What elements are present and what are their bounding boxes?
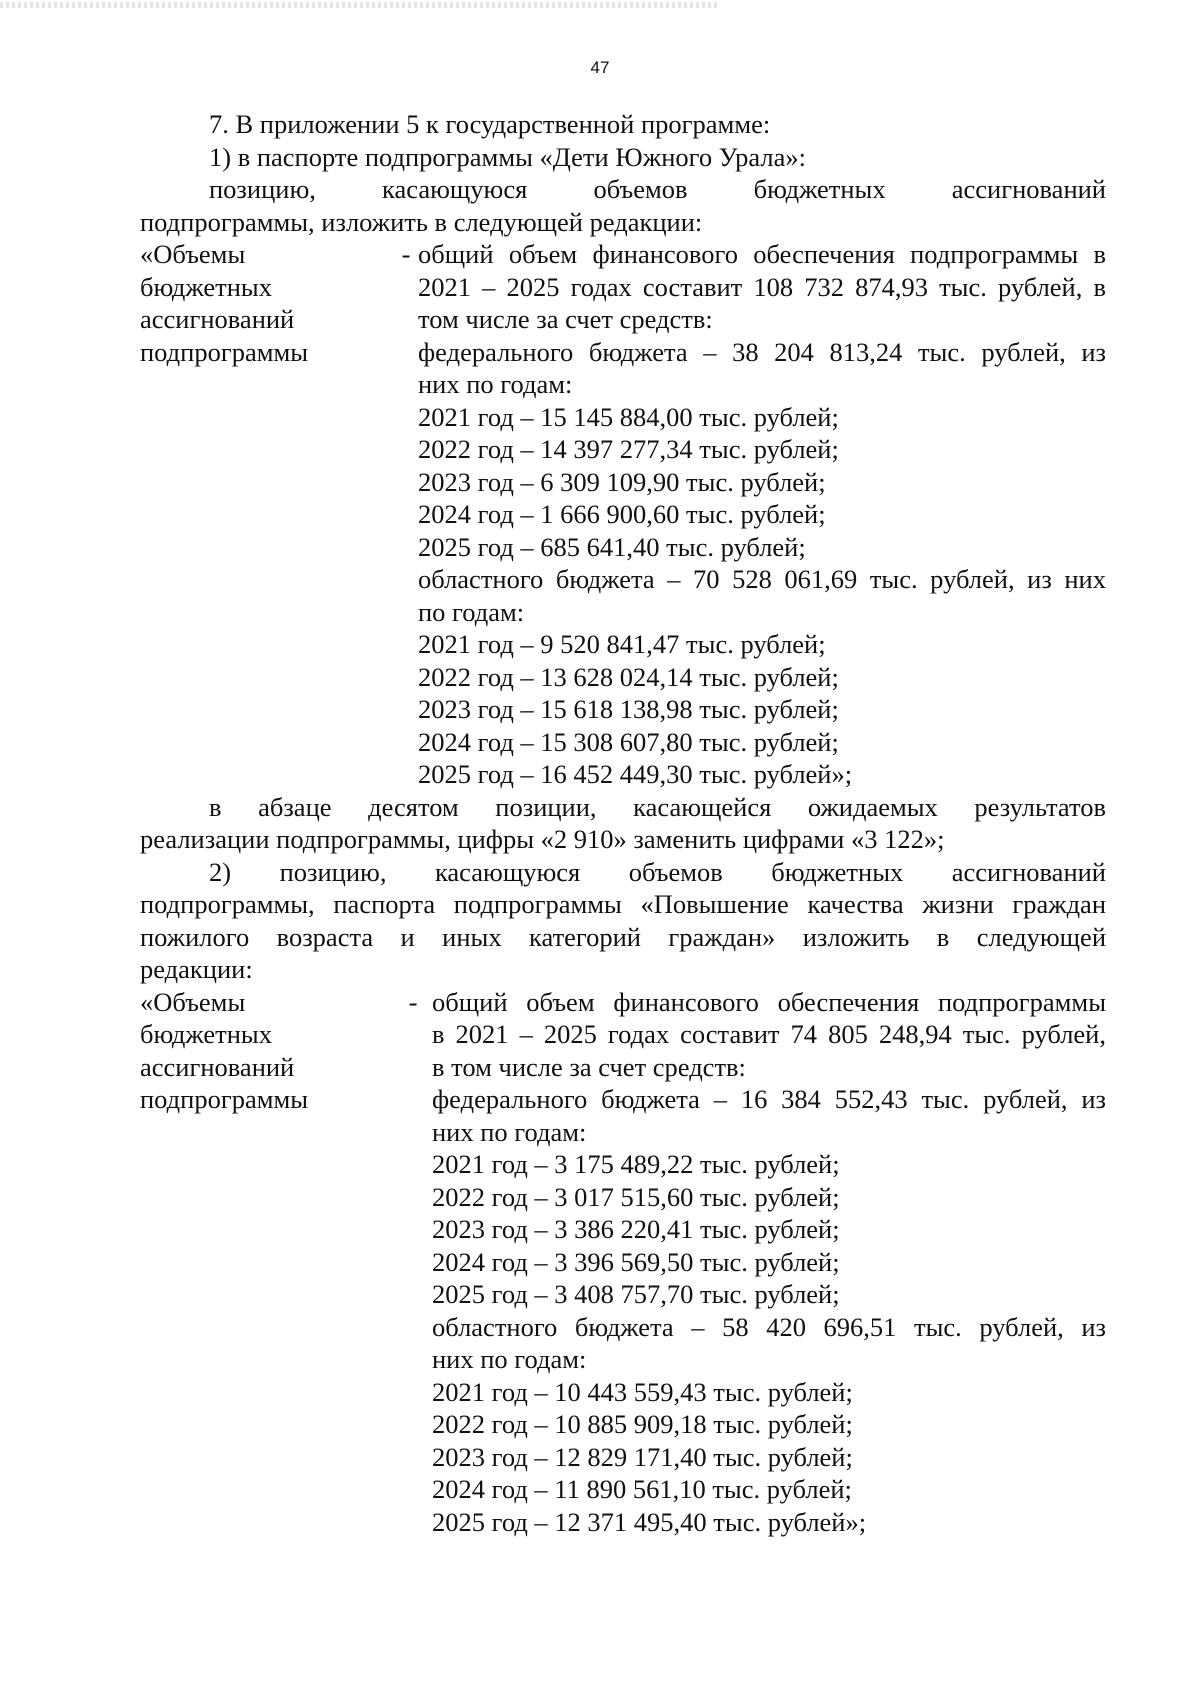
- label-line: «Объемы: [140, 986, 246, 1017]
- label-line: «Объемы: [140, 239, 246, 269]
- para-tenth-line1: в абзаце десятом позиции, касающейся ожидаемых результатов: [209, 791, 1106, 822]
- federal-year: 2024 год – 1 666 900,60 тыс. рублей;: [418, 499, 826, 529]
- federal-year: 2021 год – 15 145 884,00 тыс. рублей;: [418, 401, 839, 432]
- federal-line: федерального бюджета – 38 204 813,24 тыс. рублей, из: [418, 336, 1106, 367]
- federal-year: 2025 год – 685 641,40 тыс. рублей;: [418, 531, 806, 562]
- label-line: ассигнований: [140, 1051, 295, 1082]
- federal-line: них по годам:: [432, 1116, 587, 1147]
- section-heading: 7. В приложении 5 к государственной программе:: [209, 109, 771, 139]
- regional-year: 2025 год – 12 371 495,40 тыс. рублей»;: [432, 1506, 867, 1537]
- label-line: подпрограммы: [140, 1084, 309, 1114]
- label-line: бюджетных: [140, 1019, 272, 1049]
- federal-year: 2022 год – 14 397 277,34 тыс. рублей;: [418, 434, 839, 464]
- regional-line: по годам:: [418, 596, 525, 627]
- passport-dash: -: [401, 239, 411, 269]
- item1-text-line1: позицию, касающуюся объемов бюджетных ассигнований: [209, 174, 1106, 204]
- passport-block-1: [140, 238, 1106, 791]
- label-line: бюджетных: [140, 271, 272, 302]
- regional-year: 2025 год – 16 452 449,30 тыс. рублей»;: [418, 759, 853, 789]
- federal-line: них по годам:: [418, 369, 573, 399]
- total-line: общий объем финансового обеспечения подпрограммы: [432, 986, 1106, 1017]
- regional-year: 2023 год – 15 618 138,98 тыс. рублей;: [418, 694, 839, 724]
- regional-year: 2024 год – 11 890 561,10 тыс. рублей;: [432, 1474, 852, 1504]
- scan-artifact: [0, 2, 720, 8]
- document-body: [140, 108, 1106, 1538]
- regional-year: 2021 год – 9 520 841,47 тыс. рублей;: [418, 629, 826, 659]
- regional-line: них по годам:: [432, 1344, 587, 1374]
- item2-line: подпрограммы, паспорта подпрограммы «Повышение качества жизни граждан: [140, 889, 1106, 919]
- passport-label: [140, 986, 394, 1539]
- total-line: в 2021 – 2025 годах составит 74 805 248,94 тыс. рублей,: [432, 1019, 1106, 1049]
- total-line: 2021 – 2025 годах составит 108 732 874,93 тыс. рублей, в: [418, 271, 1106, 302]
- regional-year: 2023 год – 12 829 171,40 тыс. рублей;: [432, 1441, 853, 1472]
- regional-year: 2024 год – 15 308 607,80 тыс. рублей;: [418, 726, 839, 757]
- federal-year: 2023 год – 3 386 220,41 тыс. рублей;: [432, 1214, 840, 1244]
- item1-text-line2: подпрограммы, изложить в следующей редакции:: [140, 206, 703, 237]
- total-line: в том числе за счет средств:: [432, 1051, 746, 1082]
- regional-line: областного бюджета – 70 528 061,69 тыс. рублей, из них: [418, 564, 1106, 594]
- federal-year: 2021 год – 3 175 489,22 тыс. рублей;: [432, 1149, 840, 1179]
- federal-year: 2025 год – 3 408 757,70 тыс. рублей;: [432, 1279, 840, 1309]
- total-line: общий объем финансового обеспечения подпрограммы в: [418, 239, 1106, 269]
- passport-block-2: [140, 986, 1106, 1539]
- page-number: 47: [590, 58, 610, 77]
- item1-intro: 1) в паспорте подпрограммы «Дети Южного Урала»:: [209, 141, 806, 172]
- regional-year: 2022 год – 13 628 024,14 тыс. рублей;: [418, 661, 839, 692]
- item2-line: 2) позицию, касающуюся объемов бюджетных ассигнований: [209, 856, 1106, 887]
- passport-dash: -: [408, 986, 418, 1017]
- federal-line: федерального бюджета – 16 384 552,43 тыс. рублей, из: [432, 1084, 1106, 1114]
- regional-year: 2022 год – 10 885 909,18 тыс. рублей;: [432, 1409, 853, 1439]
- federal-year: 2024 год – 3 396 569,50 тыс. рублей;: [432, 1246, 840, 1277]
- total-line: том числе за счет средств:: [418, 304, 713, 334]
- label-line: подпрограммы: [140, 336, 309, 367]
- item2-line: редакции:: [140, 954, 253, 984]
- regional-line: областного бюджета – 58 420 696,51 тыс. рублей, из: [432, 1311, 1106, 1342]
- federal-year: 2022 год – 3 017 515,60 тыс. рублей;: [432, 1181, 840, 1212]
- item2-line: пожилого возраста и иных категорий граждан» изложить в следующей: [140, 921, 1106, 952]
- federal-year: 2023 год – 6 309 109,90 тыс. рублей;: [418, 466, 826, 497]
- para-tenth-line2: реализации подпрограммы, цифры «2 910» заменить цифрами «3 122»;: [140, 824, 945, 854]
- regional-year: 2021 год – 10 443 559,43 тыс. рублей;: [432, 1376, 853, 1407]
- passport-content: [432, 986, 1106, 1539]
- passport-content: [418, 238, 1106, 791]
- passport-label: [140, 238, 394, 791]
- label-line: ассигнований: [140, 304, 295, 334]
